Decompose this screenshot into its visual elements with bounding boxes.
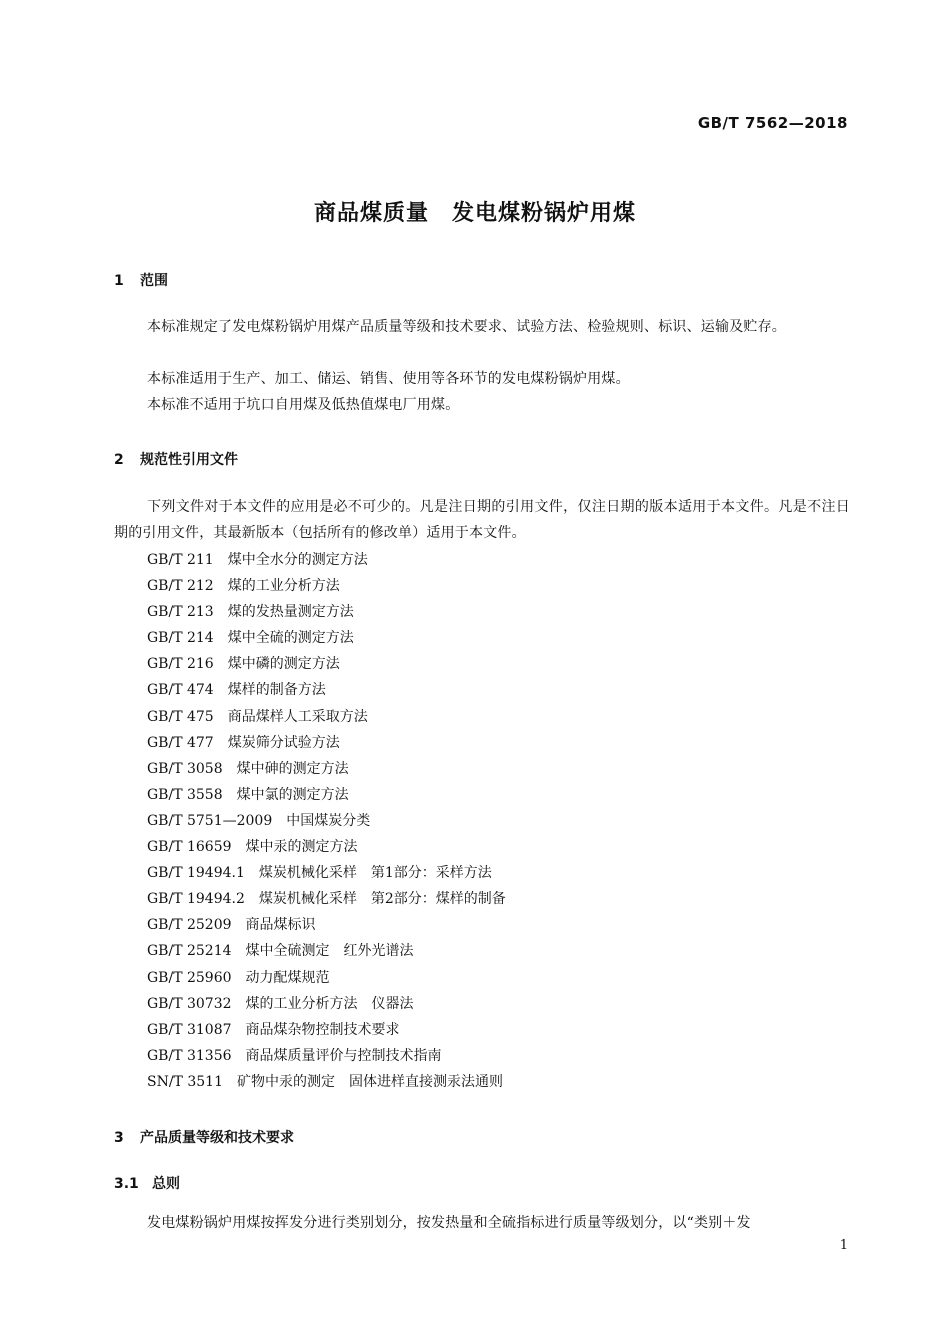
section-3-heading bbox=[114, 1127, 294, 1147]
reference-item: GB/T 25960 动力配煤规范 bbox=[147, 969, 330, 986]
section-title: 产品质量等级和技术要求 bbox=[140, 1130, 294, 1146]
subsection-number: 3.1 bbox=[114, 1176, 139, 1192]
reference-item: GB/T 31087 商品煤杂物控制技术要求 bbox=[147, 1021, 400, 1038]
subsection-3-1-heading bbox=[114, 1173, 180, 1193]
reference-item: GB/T 31356 商品煤质量评价与控制技术指南 bbox=[147, 1047, 442, 1064]
page-number: 1 bbox=[839, 1238, 848, 1253]
reference-item: GB/T 216 煤中磷的测定方法 bbox=[147, 656, 340, 673]
reference-item: GB/T 30732 煤的工业分析方法 仪器法 bbox=[147, 995, 414, 1012]
reference-item: GB/T 213 煤的发热量测定方法 bbox=[147, 604, 354, 621]
reference-item: GB/T 212 煤的工业分析方法 bbox=[147, 578, 340, 595]
reference-item: GB/T 3558 煤中氯的测定方法 bbox=[147, 786, 349, 803]
reference-item: GB/T 25214 煤中全硫测定 红外光谱法 bbox=[147, 943, 414, 960]
reference-item: GB/T 474 煤样的制备方法 bbox=[147, 682, 326, 699]
general-paragraph: 发电煤粉锅炉用煤按挥发分进行类别划分，按发热量和全硫指标进行质量等级划分，以“类别＋发 bbox=[147, 1215, 751, 1231]
reference-item: GB/T 16659 煤中汞的测定方法 bbox=[147, 839, 358, 856]
reference-item: GB/T 475 商品煤样人工采取方法 bbox=[147, 708, 368, 725]
section-title: 范围 bbox=[140, 273, 168, 289]
subsection-title: 总则 bbox=[152, 1176, 180, 1192]
reference-item: GB/T 25209 商品煤标识 bbox=[147, 917, 316, 934]
section-number: 3 bbox=[114, 1130, 124, 1146]
standard-number: GB/T 7562—2018 bbox=[697, 114, 848, 132]
reference-item: GB/T 19494.2 煤炭机械化采样 第2部分：煤样的制备 bbox=[147, 891, 506, 908]
reference-item: GB/T 3058 煤中砷的测定方法 bbox=[147, 760, 349, 777]
section-title: 规范性引用文件 bbox=[140, 452, 238, 468]
scope-paragraph-3: 本标准不适用于坑口自用煤及低热值煤电厂用煤。 bbox=[147, 397, 460, 413]
section-2-heading bbox=[114, 449, 238, 469]
scope-paragraph-1: 本标准规定了发电煤粉锅炉用煤产品质量等级和技术要求、试验方法、检验规则、标识、运输及贮存。 bbox=[147, 319, 786, 335]
normative-intro: 下列文件对于本文件的应用是必不可少的。凡是注日期的引用文件，仅注日期的版本适用于本文件。凡是不注日期的引用文件，其最新版本（包括所有的修改单）适用于本文件。 bbox=[114, 499, 850, 541]
scope-paragraph-2: 本标准适用于生产、加工、储运、销售、使用等各环节的发电煤粉锅炉用煤。 bbox=[147, 371, 630, 387]
reference-item: GB/T 211 煤中全水分的测定方法 bbox=[147, 552, 368, 568]
document-title: 商品煤质量 发电煤粉锅炉用煤 bbox=[313, 201, 636, 226]
reference-list bbox=[147, 547, 506, 1095]
reference-item: GB/T 214 煤中全硫的测定方法 bbox=[147, 630, 354, 647]
reference-item: GB/T 5751—2009 中国煤炭分类 bbox=[147, 812, 371, 829]
reference-item: GB/T 477 煤炭筛分试验方法 bbox=[147, 734, 340, 751]
reference-item: SN/T 3511 矿物中汞的测定 固体进样直接测汞法通则 bbox=[147, 1073, 503, 1090]
section-1-heading bbox=[114, 270, 168, 290]
section-number: 2 bbox=[114, 452, 124, 468]
reference-item: GB/T 19494.1 煤炭机械化采样 第1部分：采样方法 bbox=[147, 865, 492, 882]
section-number: 1 bbox=[114, 273, 124, 289]
